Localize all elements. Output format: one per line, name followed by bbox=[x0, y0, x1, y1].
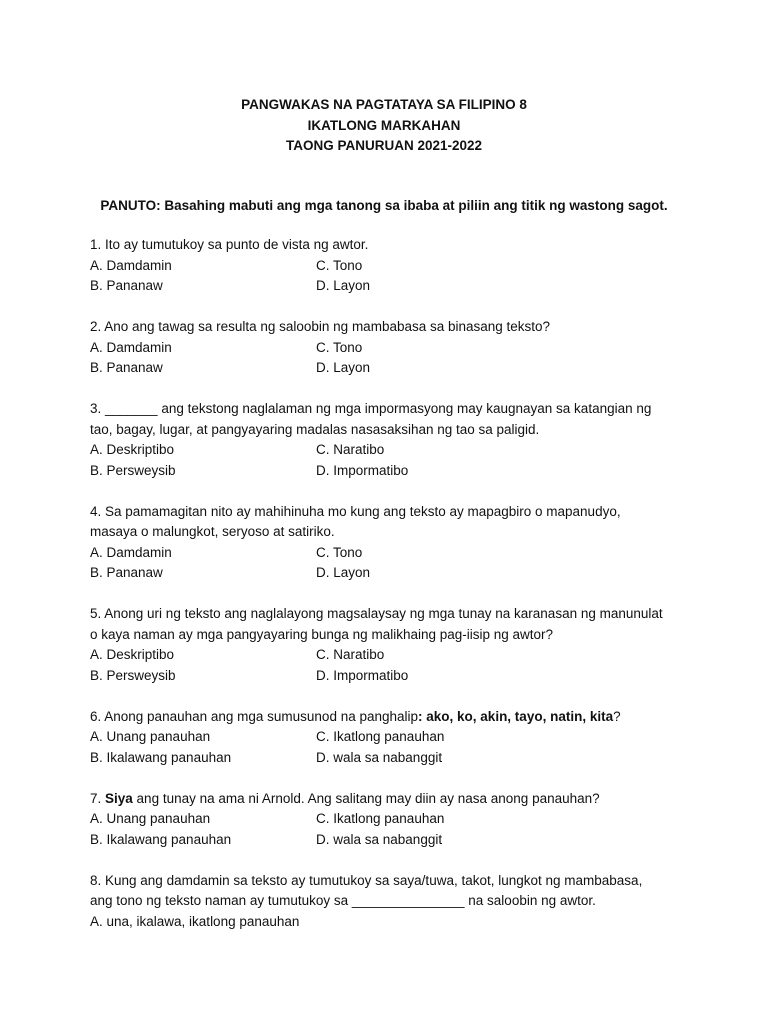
question-text-bold: Siya bbox=[105, 790, 133, 806]
option-a: A. Unang panauhan bbox=[90, 729, 211, 744]
option-a: A. Damdamin bbox=[90, 339, 172, 355]
question-text-line-1: 4. Sa pamamagitan nito ay mahihinuha mo kung ang teksto ay mapagbiro o mapanudyo, bbox=[90, 503, 621, 519]
option-d: D. Layon bbox=[316, 278, 371, 293]
option-b: B. Persweysib bbox=[90, 667, 176, 683]
question-text-line-2: masaya o malungkot, seryoso at satiriko. bbox=[90, 524, 335, 539]
question-text bbox=[90, 707, 680, 728]
question-3 bbox=[90, 399, 680, 481]
option-b: B. Ikalawang panauhan bbox=[90, 749, 232, 765]
header-title: PANGWAKAS NA PAGTATAYA SA FILIPINO 8 bbox=[241, 97, 527, 112]
option-c: C. Naratibo bbox=[316, 442, 385, 457]
option-b: B. Ikalawang panauhan bbox=[90, 831, 232, 847]
question-text: 2. Ano ang tawag sa resulta ng saloobin ng mambabasa sa binasang teksto? bbox=[90, 319, 551, 334]
question-text-line-2: tao, bagay, lugar, at pangyayaring madalas nasasaksihan ng tao sa paligid. bbox=[90, 421, 540, 437]
option-c: C. Tono bbox=[316, 339, 363, 355]
question-6 bbox=[90, 707, 680, 769]
question-text: 1. Ito ay tumutukoy sa punto de vista ng awtor. bbox=[90, 237, 369, 252]
option-c: C. Naratibo bbox=[316, 647, 385, 662]
option-d: D. Impormatibo bbox=[316, 462, 409, 478]
question-text-suffix: ang tunay na ama ni Arnold. Ang salitang may diin ay nasa anong panauhan? bbox=[132, 790, 600, 806]
question-1 bbox=[90, 235, 680, 297]
option-c: C. Ikatlong panauhan bbox=[316, 729, 445, 744]
option-c: C. Ikatlong panauhan bbox=[316, 811, 445, 826]
question-text-prefix: 6. Anong panauhan ang mga sumusunod na panghalip bbox=[90, 708, 419, 724]
option-a: A. una, ikalawa, ikatlong panauhan bbox=[90, 913, 300, 929]
option-a: A. Deskriptibo bbox=[90, 647, 175, 662]
question-4 bbox=[90, 502, 680, 584]
option-d: D. wala sa nabanggit bbox=[316, 831, 443, 847]
question-list bbox=[90, 235, 680, 953]
document-header bbox=[0, 95, 768, 157]
question-5 bbox=[90, 604, 680, 686]
question-text-prefix: 7. bbox=[90, 790, 106, 806]
option-d: D. Layon bbox=[316, 360, 371, 375]
option-b: B. Persweysib bbox=[90, 462, 176, 478]
question-text-line-1: 8. Kung ang damdamin sa teksto ay tumutukoy sa saya/tuwa, takot, lungkot ng mambabasa, bbox=[90, 872, 643, 888]
instructions: PANUTO: Basahing mabuti ang mga tanong sa ibaba at piliin ang titik ng wastong sagot. bbox=[100, 198, 668, 213]
question-text-line-2: o kaya naman ay mga pangyayaring bunga ng malikhaing pag-iisip ng awtor? bbox=[90, 626, 554, 642]
option-a: A. Unang panauhan bbox=[90, 811, 211, 826]
option-d: D. Impormatibo bbox=[316, 667, 409, 683]
question-text-line-1: 5. Anong uri ng teksto ang naglalayong magsalaysay ng mga tunay na karanasan ng manunulat bbox=[90, 606, 663, 621]
option-a: A. Damdamin bbox=[90, 257, 172, 273]
question-text bbox=[90, 789, 680, 810]
question-7 bbox=[90, 789, 680, 851]
option-b: B. Pananaw bbox=[90, 565, 163, 580]
question-8 bbox=[90, 871, 680, 933]
question-text-line-2: ang tono ng teksto naman ay tumutukoy sa _______________ na saloobin ng awtor. bbox=[90, 893, 596, 908]
question-text-suffix: ? bbox=[613, 708, 621, 724]
question-text-line-1: 3. _______ ang tekstong naglalaman ng mga impormasyong may kaugnayan sa katangian ng bbox=[90, 401, 652, 416]
option-d: D. wala sa nabanggit bbox=[316, 749, 443, 765]
option-b: B. Pananaw bbox=[90, 360, 163, 375]
option-a: A. Damdamin bbox=[90, 544, 172, 560]
option-a: A. Deskriptibo bbox=[90, 442, 175, 457]
question-text-bold: : ako, ko, akin, tayo, natin, kita bbox=[418, 708, 614, 724]
option-d: D. Layon bbox=[316, 565, 371, 580]
option-c: C. Tono bbox=[316, 257, 363, 273]
header-school-year: TAONG PANURUAN 2021-2022 bbox=[285, 138, 483, 153]
option-c: C. Tono bbox=[316, 544, 363, 560]
header-quarter: IKATLONG MARKAHAN bbox=[307, 117, 461, 133]
option-b: B. Pananaw bbox=[90, 278, 163, 293]
question-2 bbox=[90, 317, 680, 379]
